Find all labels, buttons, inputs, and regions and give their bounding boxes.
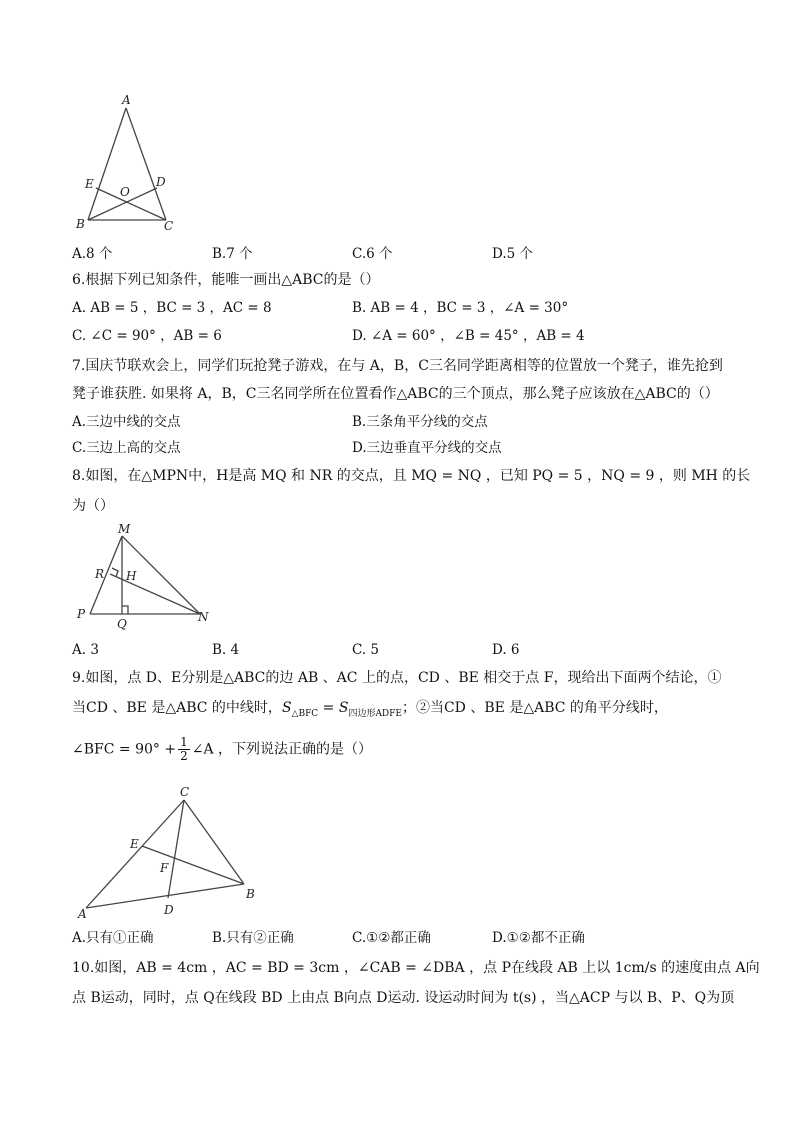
label-O: O — [120, 185, 130, 199]
q9-stem-line3 — [72, 736, 372, 763]
label-E: E — [130, 837, 139, 851]
q9-option-b: B.只有②正确 — [212, 930, 294, 946]
label-A: A — [78, 907, 87, 921]
q9-stem-line2-part1: 当CD 、BE 是△ABC 的中线时， — [72, 700, 282, 716]
q10-stem-line1: 10.如图，AB = 4cm ，AC = BD = 3cm ，∠CAB = ∠DBA ，点 P在线段 AB 上以 1cm/s 的速度由点 A向 — [72, 960, 760, 976]
equals-sign: = — [318, 700, 339, 716]
q7-stem-line1: 7.国庆节联欢会上，同学们玩抢凳子游戏，在与 A，B，C三名同学距离相等的位置放一个凳子，谁先抢到 — [72, 358, 723, 374]
q10-stem-line2: 点 B运动，同时，点 Q在线段 BD 上由点 B向点 D运动. 设运动时间为 t(s) ，当△ACP 与以 B、P、Q为顶 — [72, 990, 735, 1006]
label-H: H — [126, 569, 137, 583]
label-R: R — [95, 567, 105, 581]
figure-q9-triangle — [72, 782, 272, 922]
q8-option-c: C. 5 — [352, 642, 380, 658]
label-N: N — [198, 610, 209, 624]
q9-stem-line3-part1: ∠BFC = 90° + — [72, 741, 177, 758]
label-M: M — [118, 522, 131, 536]
figure-q5-triangle — [72, 92, 192, 237]
q7-option-b: B.三条角平分线的交点 — [352, 414, 488, 430]
q8-stem-line2: 为（） — [72, 498, 114, 514]
q6-option-c: C. ∠C = 90° ，AB = 6 — [72, 328, 222, 344]
area-subscript-left: △BFC — [291, 708, 319, 719]
q9-stem-line2 — [72, 698, 668, 724]
figure-q8-triangle — [72, 522, 222, 630]
q8-option-b: B. 4 — [212, 642, 240, 658]
q9-option-c: C.①②都正确 — [352, 930, 431, 946]
area-symbol-left: S — [281, 700, 292, 716]
q9-option-d: D.①②都不正确 — [492, 930, 585, 946]
label-C: C — [180, 785, 190, 799]
q9-stem-line1: 9.如图，点 D、E分别是△ABC的边 AB 、AC 上的点，CD 、BE 相交于点 F，现给出下面两个结论，① — [72, 670, 722, 686]
q6-option-b: B. AB = 4 ，BC = 3 ，∠A = 30° — [352, 300, 569, 316]
q7-option-c: C.三边上高的交点 — [72, 440, 181, 456]
q9-option-a: A.只有①正确 — [72, 930, 154, 946]
q8-stem-line1: 8.如图，在△MPN中，H是高 MQ 和 NR 的交点，且 MQ = NQ ，已知 PQ = 5 ，NQ = 9 ，则 MH 的长 — [72, 468, 751, 484]
label-Q: Q — [117, 617, 127, 630]
q8-option-d: D. 6 — [492, 642, 520, 658]
label-B: B — [76, 217, 85, 231]
q7-option-a: A.三边中线的交点 — [72, 414, 181, 430]
label-E: E — [85, 177, 94, 191]
q5-option-b: B.7 个 — [212, 246, 253, 262]
label-P: P — [77, 607, 86, 621]
q7-option-d: D.三边垂直平分线的交点 — [352, 440, 502, 456]
q6-stem: 6.根据下列已知条件，能唯一画出△ABC的是（） — [72, 272, 380, 288]
label-F: F — [160, 861, 169, 875]
q9-stem-line3-part2: ∠A ，下列说法正确的是（） — [191, 741, 373, 758]
fraction-denominator: 2 — [180, 749, 188, 763]
label-D: D — [164, 903, 174, 917]
area-symbol-right: S — [338, 700, 349, 716]
fraction-half — [178, 736, 190, 763]
q6-option-d: D. ∠A = 60° ，∠B = 45° ，AB = 4 — [352, 328, 585, 344]
fraction-numerator: 1 — [180, 735, 188, 749]
q5-option-c: C.6 个 — [352, 246, 393, 262]
q8-option-a: A. 3 — [72, 642, 99, 658]
q6-option-a: A. AB = 5 ，BC = 3 ，AC = 8 — [72, 300, 272, 316]
label-C: C — [164, 219, 174, 233]
label-B: B — [246, 887, 255, 901]
q5-option-a: A.8 个 — [72, 246, 113, 262]
label-D: D — [156, 175, 166, 189]
label-A: A — [122, 93, 131, 107]
q9-stem-line2-part2: ；②当CD 、BE 是△ABC 的角平分线时， — [401, 700, 668, 716]
q5-option-d: D.5 个 — [492, 246, 534, 262]
q7-stem-line2: 凳子谁获胜. 如果将 A，B，C三名同学所在位置看作△ABC的三个顶点，那么凳子应该放在△ABC的（） — [72, 386, 719, 402]
area-subscript-right: 四边形ADFE — [348, 708, 402, 719]
